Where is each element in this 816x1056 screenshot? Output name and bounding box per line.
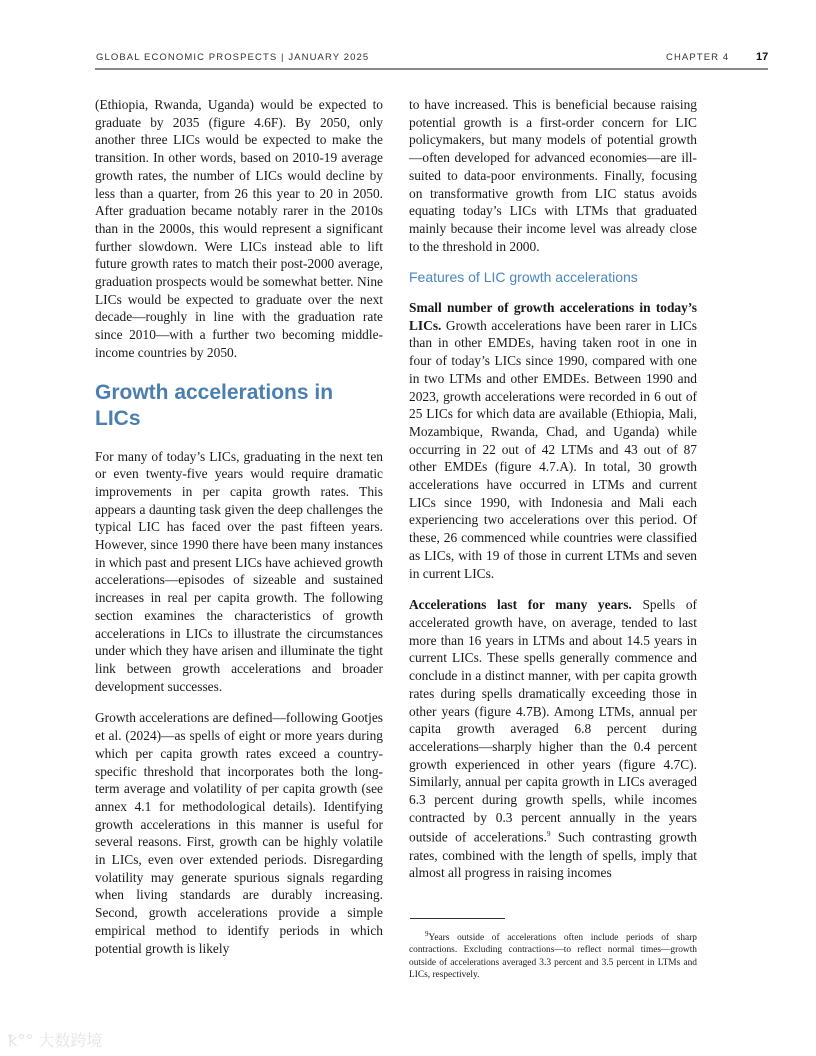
chapter-label: CHAPTER 4 <box>666 52 730 63</box>
header-rule <box>95 68 768 70</box>
paragraph: Growth accelerations are defined—following Gootjes et al. (2024)—as spells of eight or more years during which per capita growth rates exceed a country-specific threshold that incorporates both the long-term average and volatility of per capita growth (see annex 4.1 for methodological details). Identifying growth accelerations in this manner is useful for several reasons. First, growth can be highly volatile in LICs, even over extended periods. Disregarding volatility may generate spurious signals regarding when living standards are durably increasing. Second, growth accelerations provide a simple empirical method to identify periods in which potential growth is likely <box>95 710 383 956</box>
page-number: 17 <box>756 51 769 63</box>
paragraph-lead: Accelerations last for many years. <box>409 597 632 613</box>
subsection-heading: Features of LIC growth accelerations <box>409 269 638 286</box>
footnote <box>409 928 697 981</box>
section-heading: Growth accelerations in LICs <box>95 380 334 430</box>
footnote-ref[interactable]: 9 <box>546 830 551 839</box>
paragraph: For many of today’s LICs, graduating in the next ten or even twenty-five years would require dramatic improvements in per capita growth rates. This appears a daunting task given the deep challenges the typical LIC has faced over the past fifteen years. However, since 1990 there have been many instances in which past and present LICs have achieved growth accelerations—episodes of sizeable and sustained increases in real per capita growth. The following section examines the characteristics of growth accelerations in LICs to illustrate the circumstances under which they have arisen and illuminate the tight link between growth accelerations and broader development successes. <box>95 448 383 694</box>
paragraph <box>409 299 697 582</box>
paragraph-lead: Small number of growth accelerations in today’s LICs. <box>409 300 697 333</box>
footnote-rule <box>410 918 505 919</box>
right-column <box>409 96 697 896</box>
watermark-logo <box>8 1028 102 1051</box>
watermark-icon: ꝁ°° <box>8 1031 39 1050</box>
paragraph-body: Such contrasting growth rates, combined with the length of spells, imply that almost all progress in raising incomes <box>409 829 697 881</box>
paragraph: (Ethiopia, Rwanda, Uganda) would be expected to graduate by 2035 (figure 4.6F). By 2050, only another three LICs would be expected to make the transition. In other words, based on 2010-19 average growth rates, the number of LICs would decline by less than a quarter, from 26 this year to 20 in 2050. After graduation became notably rarer in the 2010s than in the 2000s, this would represent a significant further slowdown. Were LICs instead able to lift future growth rates to match their post-2000 average, graduation prospects would be somewhat better. Nine LICs would be expected to graduate over the next decade—roughly in line with the graduation rate since 2010—with a further two becoming middle-income countries by 2050. <box>95 97 383 360</box>
footnote-text: Years outside of accelerations often include periods of sharp contractions. Excluding contractions—to reflect normal times—growth outside of accelerations averaged 3.3 percent and 3.5 percent in LTMs and LICs, respectively. <box>409 933 697 980</box>
paragraph <box>409 596 697 882</box>
footnote-marker: 9 <box>425 930 429 938</box>
watermark-text: 大数跨境 <box>38 1031 103 1050</box>
running-header: GLOBAL ECONOMIC PROSPECTS | JANUARY 2025 <box>96 52 370 63</box>
paragraph-body: Spells of accelerated growth have, on average, tended to last more than 16 years in LTMs and about 14.5 years in current LICs. These spells generally commence and conclude in a distinct manner, with per capita growth rates during spells dramatically exceeding those in other years (figure 4.7B). Among LTMs, annual per capita growth averaged 6.8 percent during accelerations—sharply higher than the 0.4 percent growth experienced in other years (figure 4.7C). Similarly, annual per capita growth in LICs averaged 6.3 percent during growth spells, while incomes contracted by 0.3 percent annually in the years outside of accelerations. <box>409 597 698 845</box>
paragraph-body: Growth accelerations have been rarer in LICs than in other EMDEs, having taken root in one in four of today’s LICs since 1990, compared with one in two LTMs and other EMDEs. Between 1990 and 2023, growth accelerations were recorded in 6 out of 25 LICs for which data are available (Ethiopia, Mali, Mozambique, Rwanda, Chad, and Uganda) while occurring in 22 out of 42 LTMs and 43 out of 87 other EMDEs (figure 4.7.A). In total, 30 growth accelerations have occurred in LTMs and current LICs since 1990, with Indonesia and Mali each experiencing two accelerations over this period. Of these, 26 commenced while countries were classified as LICs, with 19 of those in current LTMs and seven in current LICs. <box>409 317 697 581</box>
left-column <box>95 96 383 971</box>
paragraph: to have increased. This is beneficial because raising potential growth is a first-order concern for LIC policymakers, but many models of potential growth—often developed for advanced economies—are ill-suited to data-poor environments. Finally, focusing on transformative growth from LIC status avoids equating today’s LICs with LTMs that graduated mainly because their income level was already close to the threshold in 2000. <box>409 97 697 254</box>
